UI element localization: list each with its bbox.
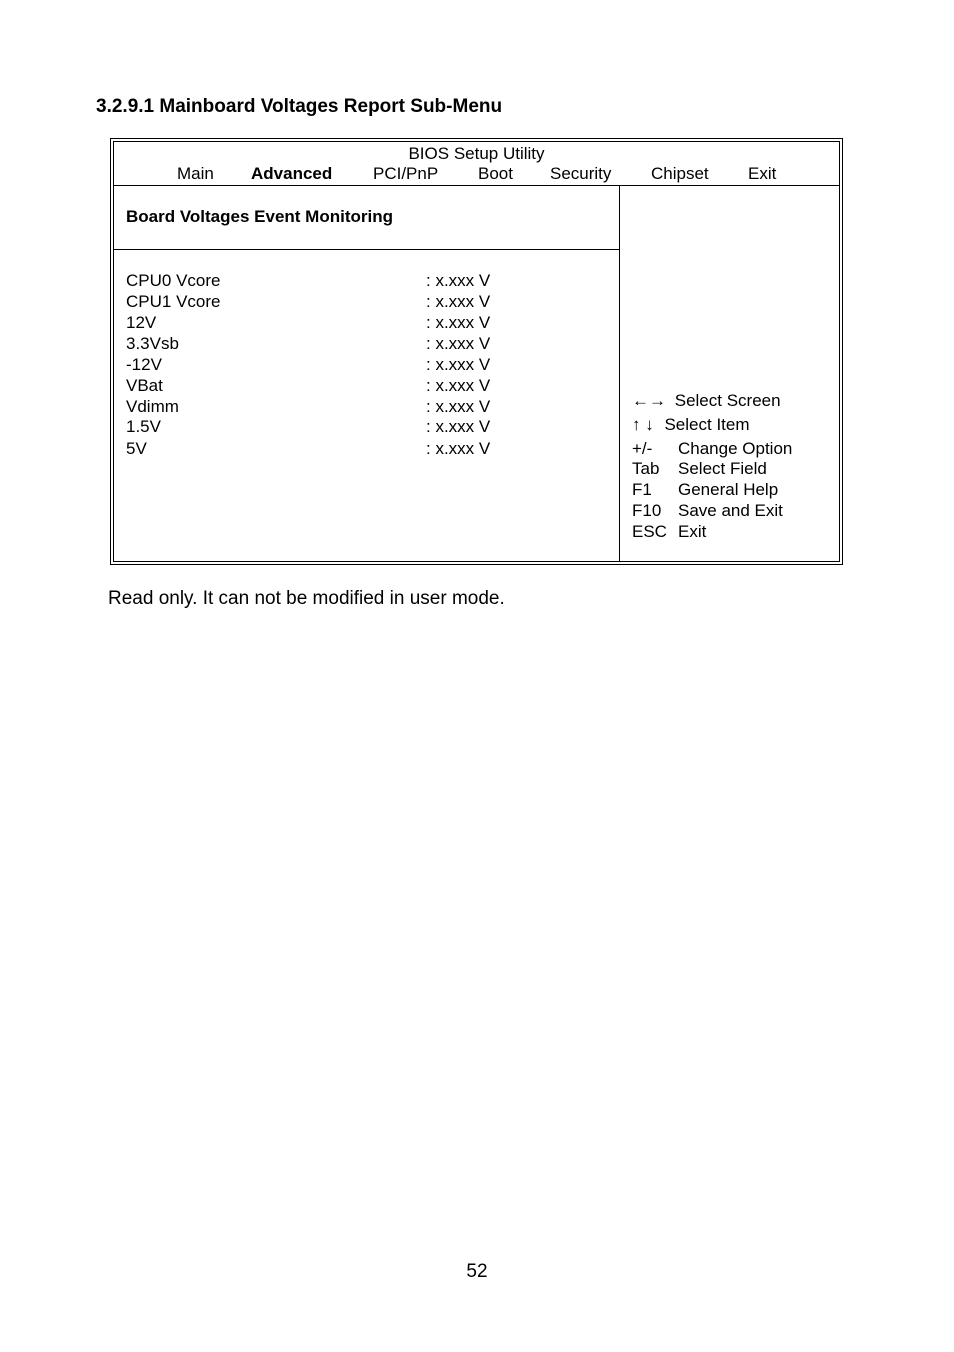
voltage-label: 12V	[126, 313, 157, 332]
voltage-value: : x.xxx V	[426, 376, 491, 395]
voltage-value: : x.xxx V	[426, 355, 491, 374]
read-only-note: Read only. It can not be modified in user mode.	[108, 588, 505, 609]
help-key: F10	[632, 501, 662, 520]
voltage-row-3-3vsb	[126, 333, 606, 354]
help-select-item	[632, 414, 750, 435]
help-save-exit	[632, 500, 783, 521]
help-text: Select Item	[664, 415, 750, 434]
section-title: Board Voltages Event Monitoring	[126, 207, 393, 226]
help-change-option	[632, 438, 792, 459]
voltage-label: 3.3Vsb	[126, 334, 179, 353]
voltage-row-1-5v	[126, 416, 606, 437]
help-select-screen	[632, 390, 781, 411]
help-text: Exit	[678, 522, 707, 541]
help-text: Change Option	[678, 439, 793, 458]
help-text: Select Screen	[674, 391, 781, 410]
help-key: ESC	[632, 522, 667, 541]
bios-inner-frame	[113, 141, 840, 562]
section-heading: 3.2.9.1 Mainboard Voltages Report Sub-Menu	[96, 96, 503, 117]
help-panel-divider	[619, 185, 620, 561]
menu-tab-chipset[interactable]: Chipset	[651, 164, 709, 183]
voltage-row-5v	[126, 438, 606, 459]
voltage-row-vbat	[126, 375, 606, 396]
voltage-row-vdimm	[126, 396, 606, 417]
menu-divider	[114, 185, 839, 186]
menu-tab-advanced[interactable]: Advanced	[251, 164, 333, 183]
voltage-row-cpu0-vcore	[126, 270, 606, 291]
voltage-value: : x.xxx V	[426, 417, 491, 436]
voltage-value: : x.xxx V	[426, 271, 491, 290]
help-general-help	[632, 479, 778, 500]
menu-tab-exit[interactable]: Exit	[748, 164, 777, 183]
voltage-label: CPU1 Vcore	[126, 292, 221, 311]
menu-tab-pcipnp[interactable]: PCI/PnP	[373, 164, 439, 183]
voltage-value: : x.xxx V	[426, 439, 491, 458]
help-key: F1	[632, 480, 652, 499]
voltage-value: : x.xxx V	[426, 397, 491, 416]
section-title-divider	[114, 249, 619, 250]
voltage-row-cpu1-vcore	[126, 291, 606, 312]
voltage-row-minus-12v	[126, 354, 606, 375]
up-down-arrow-icon: ↑ ↓	[632, 415, 654, 434]
help-text: Select Field	[678, 459, 767, 478]
bios-utility-title: BIOS Setup Utility	[408, 144, 545, 163]
voltage-value: : x.xxx V	[426, 313, 491, 332]
help-select-field	[632, 458, 767, 479]
voltage-label: 1.5V	[126, 417, 161, 436]
help-key: Tab	[632, 459, 660, 478]
left-right-arrow-icon: ←→	[632, 391, 666, 410]
help-key: +/-	[632, 439, 653, 458]
page-number: 52	[466, 1261, 488, 1282]
menu-tab-security[interactable]: Security	[550, 164, 612, 183]
menu-tab-boot[interactable]: Boot	[478, 164, 513, 183]
voltage-label: 5V	[126, 439, 147, 458]
voltage-label: VBat	[126, 376, 163, 395]
help-exit	[632, 521, 706, 542]
help-text: General Help	[678, 480, 779, 499]
menu-tab-main[interactable]: Main	[177, 164, 214, 183]
voltage-value: : x.xxx V	[426, 334, 491, 353]
voltage-label: CPU0 Vcore	[126, 271, 221, 290]
voltage-label: -12V	[126, 355, 162, 374]
voltage-label: Vdimm	[126, 397, 179, 416]
bios-setup-window	[110, 138, 843, 565]
voltage-row-12v	[126, 312, 606, 333]
help-text: Save and Exit	[678, 501, 783, 520]
voltage-value: : x.xxx V	[426, 292, 491, 311]
